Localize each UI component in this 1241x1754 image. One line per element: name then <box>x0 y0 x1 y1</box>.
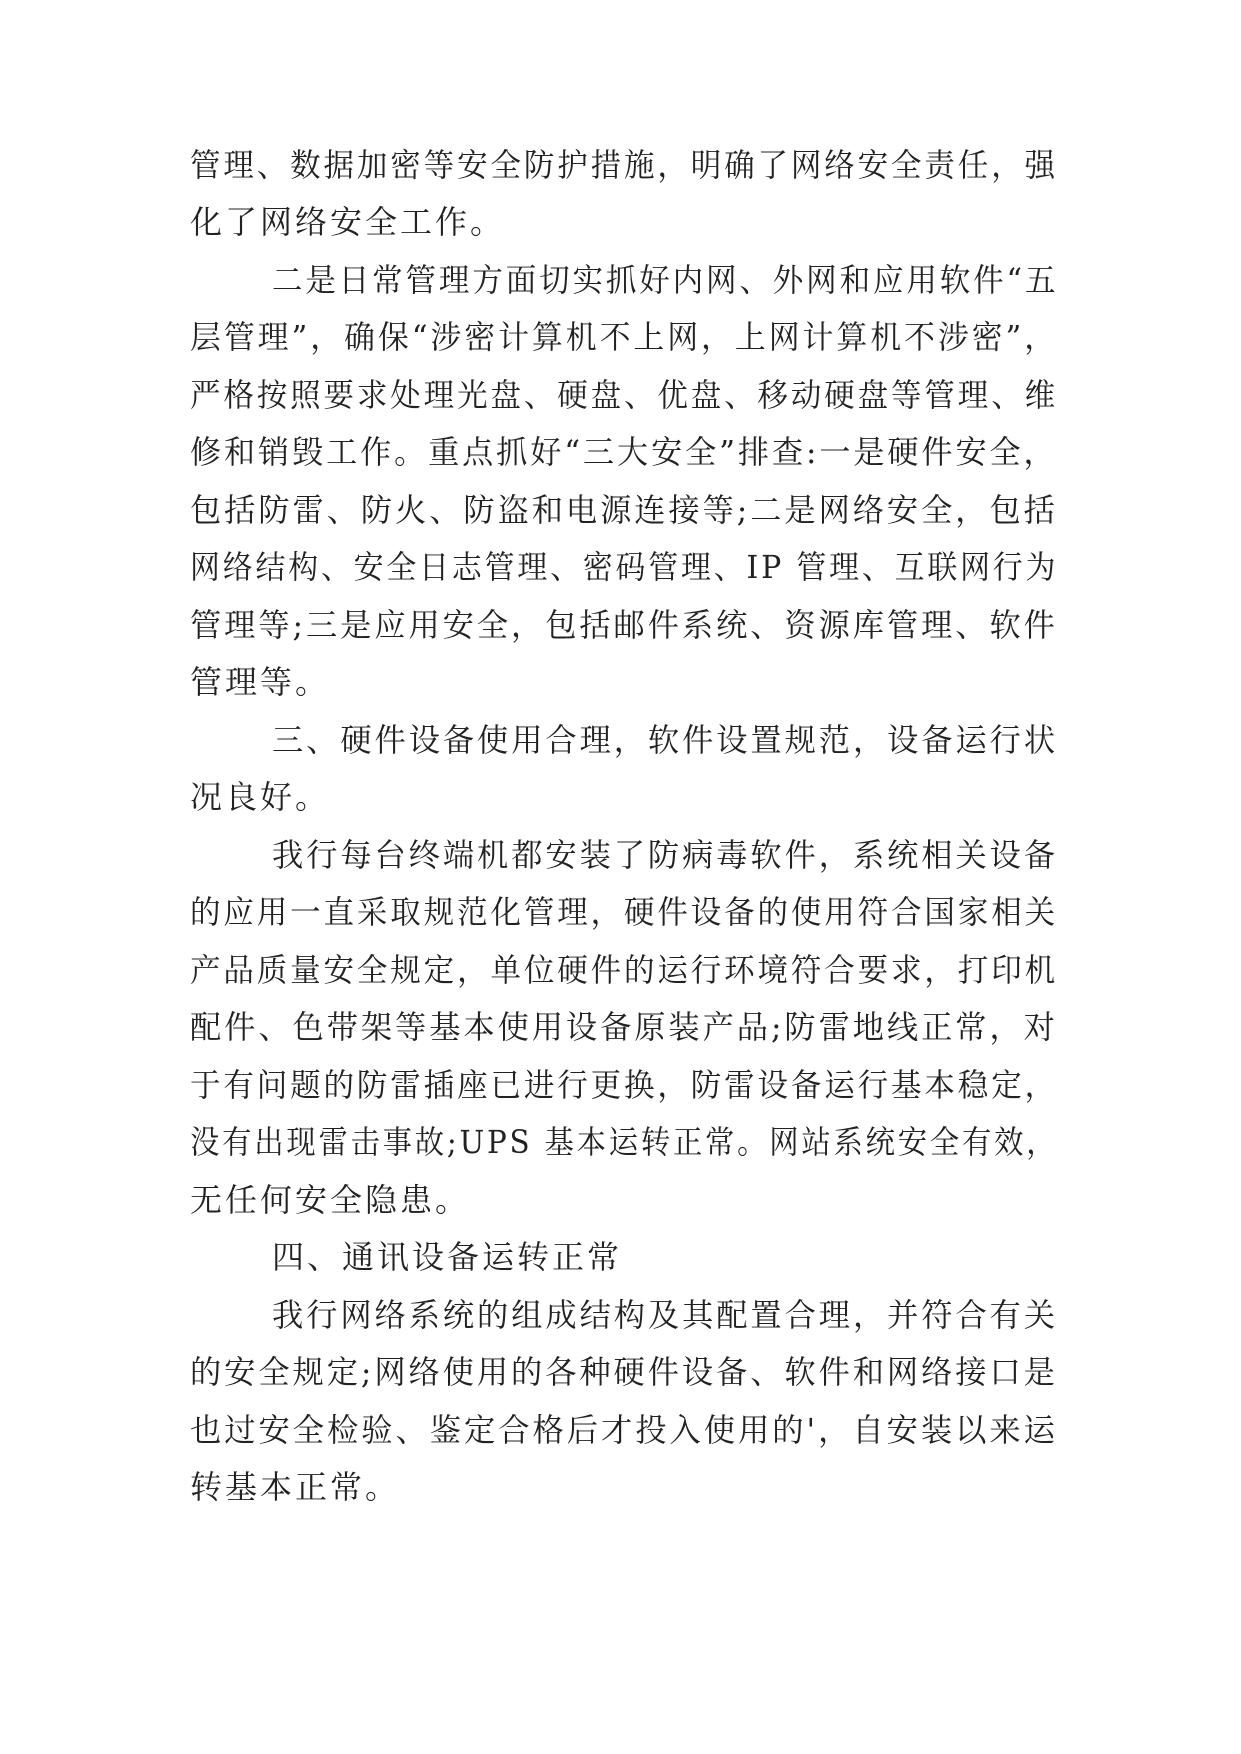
text-line: 我行网络系统的组成结构及其配置合理，并符合有关 <box>272 1296 1059 1334</box>
text-line: 修和销毁工作。重点抓好“三大安全”排查:一是硬件安全， <box>190 433 1058 471</box>
text-line: 无任何安全隐患。 <box>190 1181 471 1219</box>
text-line: 严格按照要求处理光盘、硬盘、优盘、移动硬盘等管理、维 <box>190 376 1058 414</box>
text-line: 于有问题的防雷插座已进行更换，防雷设备运行基本稳定， <box>190 1066 1058 1104</box>
text-line: 产品质量安全规定，单位硬件的运行环境符合要求，打印机 <box>190 951 1058 989</box>
text-line: 二是日常管理方面切实抓好内网、外网和应用软件“五 <box>272 261 1059 299</box>
text-line: 化了网络安全工作。 <box>190 203 506 241</box>
text-line: 配件、色带架等基本使用设备原装产品;防雷地线正常，对 <box>190 1008 1058 1046</box>
text-line: 四、通讯设备运转正常 <box>272 1238 623 1276</box>
text-line: 没有出现雷击事故;UPS 基本运转正常。网站系统安全有效， <box>190 1123 1059 1161</box>
text-line: 况良好。 <box>190 778 331 816</box>
text-line: 管理、数据加密等安全防护措施，明确了网络安全责任，强 <box>190 146 1058 184</box>
text-line: 我行每台终端机都安装了防病毒软件，系统相关设备 <box>272 836 1059 874</box>
text-line: 网络结构、安全日志管理、密码管理、IP 管理、互联网行为 <box>190 548 1059 586</box>
text-line: 层管理”，确保“涉密计算机不上网，上网计算机不涉密”， <box>190 318 1059 356</box>
text-line: 管理等。 <box>190 663 331 701</box>
text-line: 的应用一直采取规范化管理，硬件设备的使用符合国家相关 <box>190 893 1058 931</box>
text-line: 包括防雷、防火、防盗和电源连接等;二是网络安全，包括 <box>190 491 1058 529</box>
text-line: 管理等;三是应用安全，包括邮件系统、资源库管理、软件 <box>190 606 1058 644</box>
text-line: 也过安全检验、鉴定合格后才投入使用的'，自安装以来运 <box>190 1411 1058 1449</box>
text-line: 三、硬件设备使用合理，软件设置规范，设备运行状 <box>272 721 1059 759</box>
text-line: 转基本正常。 <box>190 1468 401 1506</box>
text-line: 的安全规定;网络使用的各种硬件设备、软件和网络接口是 <box>190 1353 1058 1391</box>
